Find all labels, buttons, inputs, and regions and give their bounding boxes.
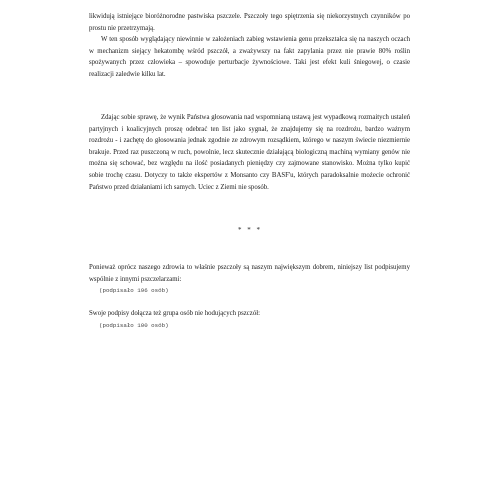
text-section-appeal bbox=[89, 112, 410, 193]
text-section-non-beekeepers-signatures bbox=[89, 308, 410, 331]
section-separator: * * * bbox=[238, 226, 262, 234]
signature-count-non-beekeepers: (podpisało 100 osób) bbox=[99, 321, 169, 329]
text-section-consequences bbox=[89, 11, 410, 81]
paragraph-snowball-effect: W ten sposób wyglądający niewinnie w założeniach zabieg wstawienia genu przekształca się na naszych oczach w mechanizm siejący hekatombę wśród pszczół, a zważywszy na fakt zapylania przez nie prawie 80% roślin spożywanych przez człowieka – spowoduje perturbacje żywnościowe. Taki jest efekt kuli śniegowej, o czasie realizacji zaledwie kilku lat. bbox=[89, 36, 410, 78]
paragraph-pastures: likwidują istniejące bioróżnorodne pastwiska pszczele. Pszczoły tego spiętrzenia się niekorzystnych czynników po prostu nie przetrzymają. bbox=[89, 13, 410, 32]
text-section-beekeepers-signatures bbox=[89, 262, 410, 297]
signature-count-beekeepers: (podpisało 196 osób) bbox=[99, 287, 169, 295]
paragraph-non-beekeepers: Swoje podpisy dołącza też grupa osób nie hodujących pszczół: bbox=[89, 310, 261, 317]
paragraph-beekeepers: Ponieważ oprócz naszego zdrowia to właśnie pszczoły są naszym największym dobrem, niniejszy list podpisujemy wspólnie z innymi pszczelarzami: bbox=[89, 264, 410, 283]
paragraph-appeal: Zdając sobie sprawę, że wynik Państwa głosowania nad wspomnianą ustawą jest wypadkową rozmaitych ustaleń partyjnych i koalicyjnych proszę odebrać ten list jako sygnał, że znajdujemy się na rozdrożu, bardzo ważnym rozdrożu - i zachętę do głosowania jednak zgodnie ze zdrowym rozsądkiem, którego w naszym świecie niezmiernie brakuje. Przed raz puszczoną w ruch, powolnie, lecz skutecznie działającą biologiczną machiną wymiany genów nie można się schować, bez względu na ilość posiadanych pieniędzy czy zajmowane stanowisko. Można tylko kupić sobie trochę czasu. Dotyczy to także ekspertów z Monsanto czy BASF'u, których paradoksalnie możecie ochronić Państwo przed działaniami ich samych. Uciec z Ziemi nie sposób. bbox=[89, 114, 410, 191]
